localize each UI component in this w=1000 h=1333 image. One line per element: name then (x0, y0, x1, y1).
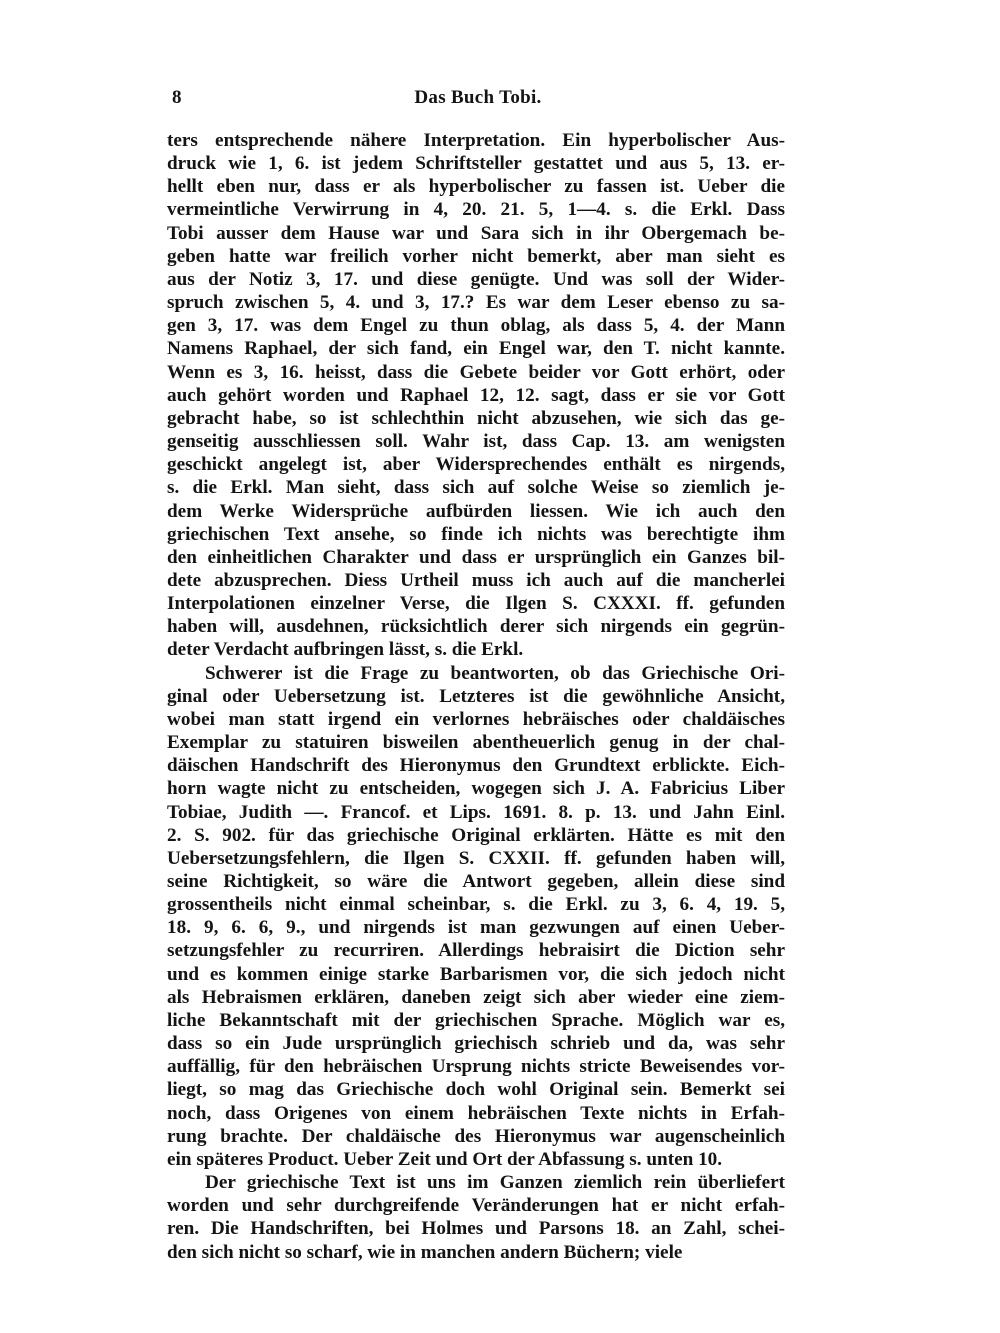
text-line: ters entsprechende nähere Interpretation. Ein hyperbolischer Aus- (167, 130, 785, 151)
text-line: griechischen Text ansehe, so finde ich nichts was berechtigte ihm (167, 523, 785, 545)
text-line: ren. Die Handschriften, bei Holmes und Parsons 18. an Zahl, schei- (167, 1218, 785, 1240)
text-line: und es kommen einige starke Barbarismen vor, die sich jedoch nicht (167, 963, 785, 985)
text-line: dass so ein Jude ursprünglich griechisch schrieb und da, was sehr (167, 1033, 785, 1055)
text-line: ginal oder Uebersetzung ist. Letzteres ist die gewöhnliche Ansicht, (167, 685, 785, 707)
text-line: Schwerer ist die Frage zu beantworten, ob das Griechische Ori- (205, 662, 785, 684)
text-line: Der griechische Text ist uns im Ganzen ziemlich rein überliefert (205, 1172, 785, 1194)
text-line: noch, dass Origenes von einem hebräischen Texte nichts in Erfah- (167, 1102, 785, 1124)
page-header (172, 87, 784, 117)
text-line: gen 3, 17. was dem Engel zu thun oblag, als dass 5, 4. der Mann (167, 315, 785, 337)
text-line: den sich nicht so scharf, wie in manchen andern Büchern; viele (167, 1241, 683, 1263)
text-line: vermeintliche Verwirrung in 4, 20. 21. 5, 1—4. s. die Erkl. Dass (167, 199, 785, 221)
text-line: grossentheils nicht einmal scheinbar, s. die Erkl. zu 3, 6. 4, 19. 5, (167, 894, 785, 916)
text-line: auch gehört worden und Raphael 12, 12. sagt, dass er sie vor Gott (167, 384, 785, 406)
text-line: Tobiae, Judith —. Francof. et Lips. 1691. 8. p. 13. und Jahn Einl. (167, 801, 785, 823)
text-line: worden und sehr durchgreifende Veränderungen hat er nicht erfah- (167, 1195, 785, 1217)
text-line: spruch zwischen 5, 4. und 3, 17.? Es war dem Leser ebenso zu sa- (167, 292, 785, 314)
text-line: liegt, so mag das Griechische doch wohl Original sein. Bemerkt sei (167, 1079, 785, 1101)
text-line: setzungsfehler zu recurriren. Allerdings hebraisirt die Diction sehr (167, 940, 785, 962)
text-line: dem Werke Widersprüche aufbürden liessen. Wie ich auch den (167, 500, 785, 522)
text-line: Tobi ausser dem Hause war und Sara sich in ihr Obergemach be- (167, 222, 785, 244)
text-line: ein späteres Product. Ueber Zeit und Ort der Abfassung s. unten 10. (167, 1148, 723, 1170)
text-line: Interpolationen einzelner Verse, die Ilgen S. CXXXI. ff. gefunden (167, 593, 785, 615)
text-line: horn wagte nicht zu entscheiden, wogegen sich J. A. Fabricius Liber (167, 778, 785, 800)
text-line: 18. 9, 6. 6, 9., und nirgends ist man gezwungen auf einen Ueber- (167, 917, 785, 939)
text-line: däischen Handschrift des Hieronymus den Grundtext erblickte. Eich- (167, 755, 785, 777)
text-line: aus der Notiz 3, 17. und diese genügte. Und was soll der Wider- (167, 268, 785, 290)
text-line: haben will, ausdehnen, rücksichtlich derer sich nirgends ein gegrün- (167, 616, 785, 638)
text-line: gebracht habe, so ist schlechthin nicht abzusehen, wie sich das ge- (167, 407, 785, 429)
text-line: Uebersetzungsfehlern, die Ilgen S. CXXII. ff. gefunden haben will, (167, 847, 785, 869)
text-line: 2. S. 902. für das griechische Original erklärten. Hätte es mit den (167, 824, 785, 846)
text-line: geben hatte war freilich vorher nicht bemerkt, aber man sieht es (167, 245, 785, 267)
text-line: Exemplar zu statuiren bisweilen abentheuerlich genug in der chal- (167, 732, 785, 754)
text-line: liche Bekanntschaft mit der griechischen Sprache. Möglich war es, (167, 1009, 785, 1031)
text-line: rung brachte. Der chaldäische des Hieronymus war augenscheinlich (167, 1125, 785, 1147)
text-line: auffällig, für den hebräischen Ursprung nichts stricte Beweisendes vor- (167, 1056, 785, 1078)
text-line: geschickt angelegt ist, aber Widersprechendes enthält es nirgends, (167, 454, 785, 476)
text-line: s. die Erkl. Man sieht, dass sich auf solche Weise so ziemlich je- (167, 477, 785, 499)
text-line: Wenn es 3, 16. heisst, dass die Gebete beider vor Gott erhört, oder (167, 361, 785, 383)
text-line: druck wie 1, 6. ist jedem Schriftsteller gestattet und aus 5, 13. er- (167, 153, 785, 175)
body-text (167, 129, 785, 1264)
text-line: seine Richtigkeit, so wäre die Antwort gegeben, allein diese sind (167, 871, 785, 892)
text-line: hellt eben nur, dass er als hyperbolischer zu fassen ist. Ueber die (167, 176, 785, 198)
text-line: Namens Raphael, der sich fand, ein Engel war, den T. nicht kannte. (167, 338, 785, 360)
text-line: deter Verdacht aufbringen lässt, s. die Erkl. (167, 639, 524, 661)
text-line: wobei man statt irgend ein verlornes hebräisches oder chaldäisches (167, 708, 785, 730)
text-line: genseitig ausschliessen soll. Wahr ist, dass Cap. 13. am wenigsten (167, 431, 785, 453)
text-line: dete abzusprechen. Diess Urtheil muss ich auch auf die mancherlei (167, 569, 785, 591)
page-number: 8 (172, 87, 182, 108)
text-line: als Hebraismen erklären, daneben zeigt sich aber wieder eine ziem- (167, 986, 785, 1008)
running-title: Das Buch Tobi. (414, 87, 542, 108)
text-line: den einheitlichen Charakter und dass er ursprünglich ein Ganzes bil- (167, 546, 785, 568)
